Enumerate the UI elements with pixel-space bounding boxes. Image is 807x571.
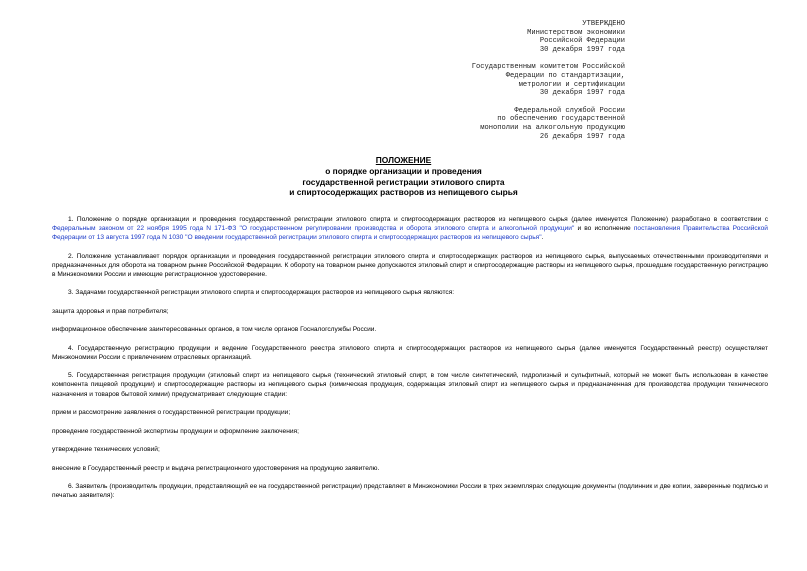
approval-line: Федеральной службой России xyxy=(514,106,625,115)
document-title xyxy=(0,155,807,198)
paragraph-text: 1. Положение о порядке организации и проведения государственной регистрации этилового спирта и спиртосодержащих растворов из непищевого сырья (далее именуется Положение) разработано в соответствии с xyxy=(68,216,768,223)
approval-standards-committee xyxy=(430,63,625,97)
paragraph-6: 6. Заявитель (производитель продукции, представляющий ее на государственной регистрации) представляет в Минэкономики России в трех экземплярах следующие документы (подлинник и две копии, заверенные подписью и печатью заявителя): xyxy=(52,482,768,500)
document-body xyxy=(52,215,768,510)
approval-line: Государственным комитетом Российской xyxy=(471,63,625,72)
paragraph-3: 3. Задачами государственной регистрации этилового спирта и спиртосодержащих растворов из непищевого сырья являются: xyxy=(68,289,455,297)
approval-line: монополии на алкогольную продукцию xyxy=(480,123,625,132)
federal-law-link[interactable]: Федеральным законом от 22 ноября 1995 года N 171-ФЗ "О государственном регулировании производства и оборота этилового спирта и алкогольной продукции" xyxy=(52,225,575,233)
government-decree-link[interactable]: постановления Правительства Российской Федерации от 13 августа 1997 года N 1030 "О введении государственной регистрации этилового спирта и спиртосодержащих растворов из непищевого сырья" xyxy=(52,225,768,242)
paragraph-5-item: прием и рассмотрение заявления о государственной регистрации продукции; xyxy=(52,409,291,417)
approval-monopoly-service xyxy=(430,107,625,141)
paragraph-5: 5. Государственная регистрация продукции (этиловый спирт из непищевого сырья (технический этиловый спирт, в том числе синтетический, гидролизный и сульфитный, который не может быть использован в качестве компонента пищевой продукции) и спиртосодержащие растворы из непищевого сырья (химическая продукция, содержащая этиловый спирт из непищевого сырья и предназначенная для производства продукции технического назначения и товаров бытовой химии) предусматривает следующие стадии: xyxy=(52,372,768,398)
approval-stamps xyxy=(430,20,625,150)
approval-line: Федерации по стандартизации, xyxy=(505,71,625,80)
paragraph-3-item: информационное обеспечение заинтересованных органов, в том числе органов Госналогслужбы России. xyxy=(52,326,377,334)
title-line: и спиртосодержащих растворов из непищевого сырья xyxy=(289,187,518,198)
paragraph-3-item: защита здоровья и прав потребителя; xyxy=(52,307,169,315)
approval-line: 30 декабря 1997 года xyxy=(539,89,625,98)
paragraph-5-item: утверждение технических условий; xyxy=(52,446,160,454)
paragraph-5-item: внесение в Государственный реестр и выдача регистрационного удостоверения на продукцию заявителю. xyxy=(52,464,380,472)
title-line: государственной регистрации этилового спирта xyxy=(302,176,505,187)
paragraph-text: и во исполнение xyxy=(574,225,634,233)
approval-line: 26 декабря 1997 года xyxy=(539,132,625,141)
approval-line: Министерством экономики xyxy=(527,28,625,37)
approval-line: Российской Федерации xyxy=(539,37,625,46)
paragraph-5-item: проведение государственной экспертизы продукции и оформление заключения; xyxy=(52,427,299,435)
paragraph-text: . xyxy=(541,234,544,242)
paragraph-1 xyxy=(52,215,768,242)
paragraph-2: 2. Положение устанавливает порядок организации и проведения государственной регистрации этилового спирта и спиртосодержащих растворов из непищевого сырья, выпускаемых отечественными производителями и предназначенных для оборота на товарном рынке Российской Федерации. К обороту на товарном рынке допускаются этиловый спирт и спиртосодержащие растворы из непищевого сырья, прошедшие государственную регистрацию в Минэкономики России и имеющие регистрационное удостоверение. xyxy=(52,252,768,278)
paragraph-4: 4. Государственную регистрацию продукции и ведение Государственного реестра этилового спирта и спиртосодержащих растворов из непищевого сырья (далее именуется Государственный реестр) осуществляет Минэкономики России с привлечением отраслевых организаций. xyxy=(52,344,768,361)
approval-economy-ministry xyxy=(430,20,625,54)
approval-line: 30 декабря 1997 года xyxy=(539,45,625,54)
title-line: ПОЛОЖЕНИЕ xyxy=(375,155,432,165)
approval-line: УТВЕРЖДЕНО xyxy=(582,20,625,28)
title-line: о порядке организации и проведения xyxy=(325,165,482,176)
approval-line: по обеспечению государственной xyxy=(497,115,625,124)
approval-line: метрологии и сертификации xyxy=(518,80,625,89)
